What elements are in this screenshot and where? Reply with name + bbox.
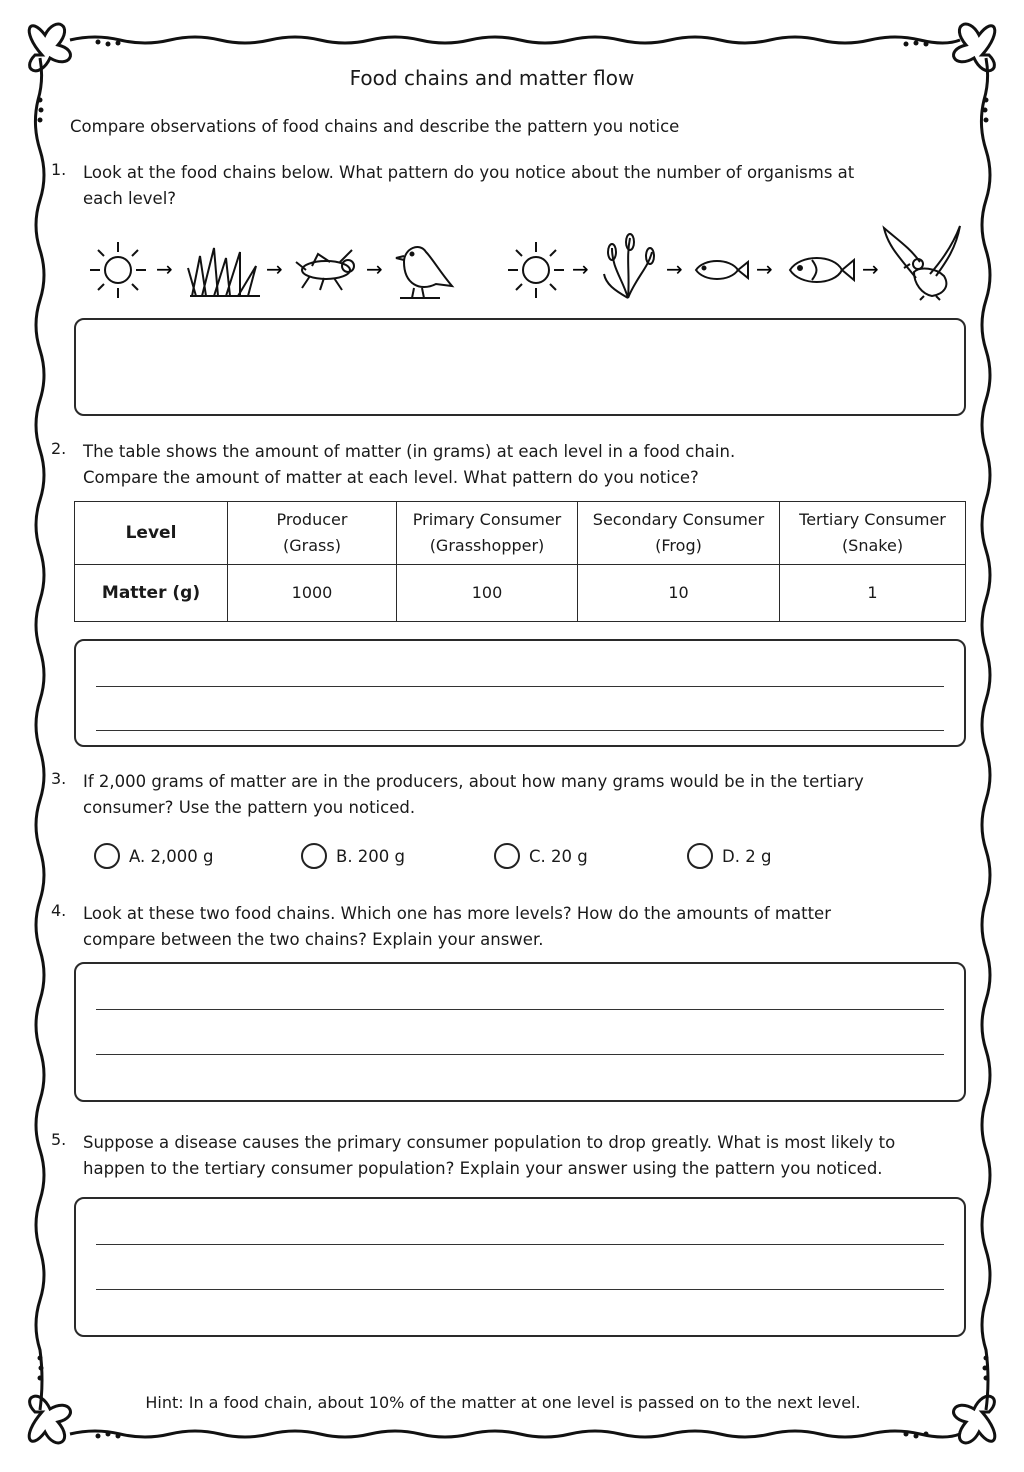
table-cell-primary-matter: 100 — [397, 565, 578, 622]
table-row — [75, 565, 966, 622]
question-4-number: 4. — [51, 901, 67, 920]
column-name: Secondary Consumer — [592, 510, 765, 529]
radio-button[interactable] — [687, 843, 713, 869]
chain-arrow: → — [862, 257, 879, 281]
sun-icon — [508, 242, 564, 298]
table-cell-secondary-matter: 10 — [578, 565, 780, 622]
question-3-number: 3. — [51, 769, 67, 788]
writing-line — [96, 686, 944, 687]
food-chains — [0, 228, 1024, 308]
option-b[interactable] — [301, 843, 405, 869]
option-a-label: A. 2,000 g — [129, 846, 214, 866]
question-3-text: If 2,000 grams of matter are in the producers, about how many grams would be in the tertiary consumer? Use the pattern you noticed. — [83, 772, 864, 817]
answer-box-2[interactable] — [74, 639, 966, 747]
column-name: Producer — [276, 510, 348, 529]
question-1-number: 1. — [51, 160, 67, 179]
question-2-text: The table shows the amount of matter (in grams) at each level in a food chain. Compare the amount of matter at each level. What pattern do you notice? — [83, 442, 736, 487]
column-organism: (Snake) — [841, 536, 904, 555]
question-5-number: 5. — [51, 1130, 67, 1149]
column-name: Primary Consumer — [412, 510, 562, 529]
grasshopper-icon — [296, 250, 354, 290]
chain-arrow: → — [366, 257, 383, 281]
page-subtitle: Compare observations of food chains and describe the pattern you notice — [70, 117, 680, 136]
water-plant-icon — [604, 234, 654, 298]
hint-text: Hint: In a food chain, about 10% of the matter at one level is passed on to the next level. — [145, 1393, 861, 1412]
chain-arrow: → — [266, 257, 283, 281]
grass-icon — [188, 248, 260, 296]
writing-line — [96, 1009, 944, 1010]
eagle-icon — [884, 226, 960, 300]
large-fish-icon — [790, 258, 854, 282]
table-row-header-matter: Matter (g) — [75, 565, 228, 622]
option-d-label: D. 2 g — [722, 846, 772, 866]
radio-button[interactable] — [301, 843, 327, 869]
answer-box-4[interactable] — [74, 962, 966, 1102]
option-a[interactable] — [94, 843, 213, 869]
question-1-text: Look at the food chains below. What pattern do you notice about the number of organisms at each level? — [83, 163, 855, 208]
table-row-header-level: Level — [75, 502, 228, 565]
chain-arrow: → — [156, 257, 173, 281]
radio-button[interactable] — [94, 843, 120, 869]
column-organism: (Grass) — [283, 536, 341, 555]
question-5-text: Suppose a disease causes the primary consumer population to drop greatly. What is most likely to happen to the tertiary consumer population? Explain your answer using the pattern you noticed. — [83, 1133, 896, 1178]
table-header-primary-consumer — [397, 502, 578, 565]
writing-line — [96, 1054, 944, 1055]
writing-line — [96, 1289, 944, 1290]
answer-box-1[interactable] — [74, 318, 966, 416]
table-header-tertiary-consumer — [780, 502, 966, 565]
table-cell-producer-matter: 1000 — [228, 565, 397, 622]
table-header-secondary-consumer — [578, 502, 780, 565]
option-b-label: B. 200 g — [336, 846, 406, 866]
radio-button[interactable] — [494, 843, 520, 869]
option-c[interactable] — [494, 843, 588, 869]
chain-arrow: → — [756, 257, 773, 281]
chain-arrow: → — [572, 257, 589, 281]
sun-icon — [90, 242, 146, 298]
option-c-label: C. 20 g — [529, 846, 588, 866]
page-title: Food chains and matter flow — [349, 66, 635, 90]
column-name: Tertiary Consumer — [799, 510, 946, 529]
column-organism: (Frog) — [655, 536, 702, 555]
table-header-producer — [228, 502, 397, 565]
option-d[interactable] — [687, 843, 771, 869]
writing-line — [96, 730, 944, 731]
question-4-text: Look at these two food chains. Which one has more levels? How do the amounts of matter compare between the two chains? Explain your answer. — [83, 904, 831, 949]
answer-box-5[interactable] — [74, 1197, 966, 1337]
writing-line — [96, 1244, 944, 1245]
bird-icon — [396, 247, 452, 298]
small-fish-icon — [696, 261, 748, 279]
table-header-row — [75, 502, 966, 565]
matter-table — [74, 501, 966, 622]
question-2-number: 2. — [51, 439, 67, 458]
column-organism: (Grasshopper) — [429, 536, 545, 555]
chain-arrow: → — [666, 257, 683, 281]
table-cell-tertiary-matter: 1 — [780, 565, 966, 622]
